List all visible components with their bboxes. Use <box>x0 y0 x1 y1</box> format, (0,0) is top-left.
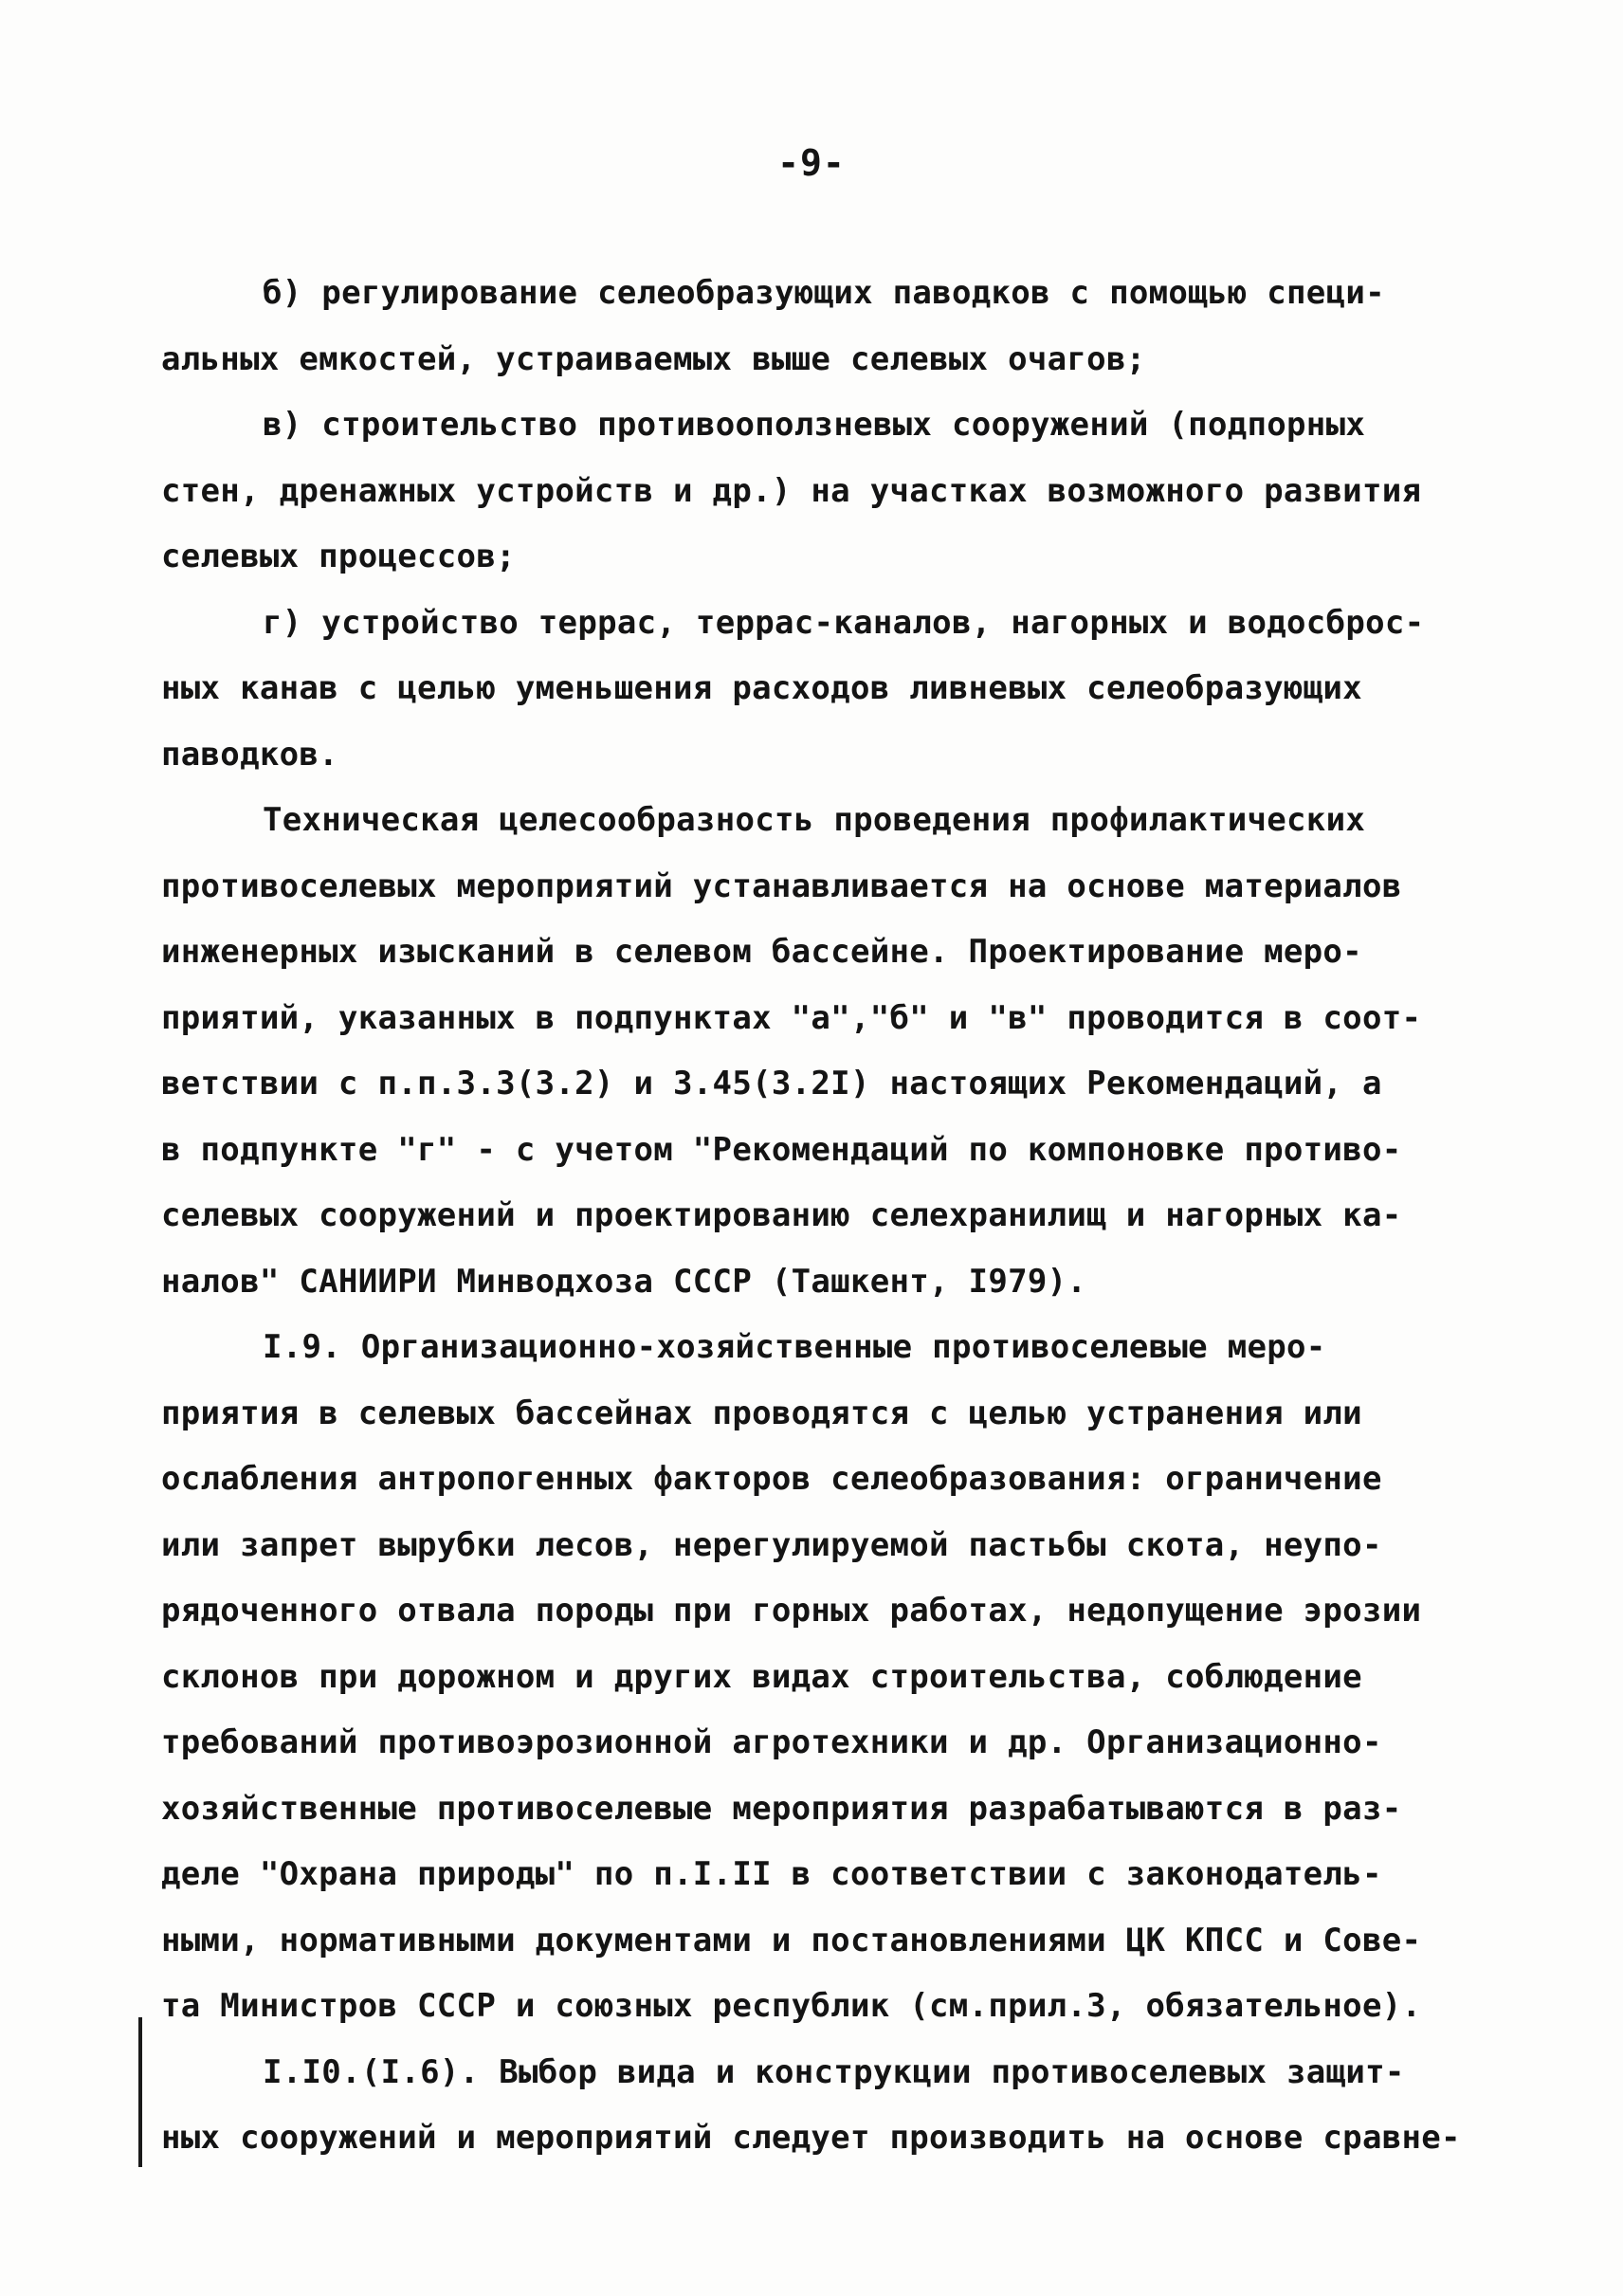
text-line: в подпункте "г" - с учетом "Рекомендаций по компоновке противо- <box>161 1130 1402 1169</box>
text-line: альных емкостей, устраиваемых выше селевых очагов; <box>161 339 1146 378</box>
revision-bar <box>138 2017 142 2167</box>
text-line: требований противоэрозионной агротехники и др. Организационно- <box>161 1723 1382 1761</box>
text-line: в) строительство противооползневых сооружений (подпорных <box>263 406 1366 444</box>
text-line: рядоченного отвала породы при горных работах, недопущение эрозии <box>161 1592 1422 1630</box>
text-line: хозяйственные противоселевые мероприятия разрабатываются в раз- <box>161 1789 1402 1828</box>
text-line: деле "Охрана природы" по п.I.II в соответствии с законодатель- <box>161 1855 1382 1893</box>
text-line: ных канав с целью уменьшения расходов ливневых селеобразующих <box>161 669 1362 707</box>
text-line: ветствии с п.п.3.3(3.2) и 3.45(3.2I) настоящих Рекомендаций, а <box>161 1065 1382 1102</box>
text-line: налов" САНИИРИ Минводхоза СССР (Ташкент, I979). <box>161 1262 1087 1301</box>
text-line: селевых сооружений и проектированию селехранилищ и нагорных ка- <box>161 1196 1402 1234</box>
text-line: приятия в селевых бассейнах проводятся с целью устранения или <box>161 1394 1362 1432</box>
text-line: I.9. Организационно-хозяйственные противоселевые меро- <box>263 1328 1326 1366</box>
text-line: ными, нормативными документами и постановлениями ЦК КПСС и Сове- <box>161 1921 1422 1959</box>
text-line: склонов при дорожном и других видах строительства, соблюдение <box>161 1657 1362 1696</box>
text-line: селевых процессов; <box>161 538 516 575</box>
page-number: -9- <box>777 142 846 184</box>
text-line: ных сооружений и мероприятий следует производить на основе сравне- <box>161 2119 1461 2157</box>
text-line: Техническая целесообразность проведения профилактических <box>263 801 1366 839</box>
text-line: или запрет вырубки лесов, нерегулируемой пастьбы скота, неупо- <box>161 1525 1382 1564</box>
text-line: б) регулирование селеобразующих паводков с помощью специ- <box>263 274 1385 312</box>
text-line: паводков. <box>161 735 338 774</box>
text-line: противоселевых мероприятий устанавливается на основе материалов <box>161 866 1402 905</box>
text-line: I.I0.(I.6). Выбор вида и конструкции противоселевых защит- <box>263 2052 1405 2091</box>
text-line: та Министров СССР и союзных республик (см.прил.3, обязательное). <box>161 1987 1422 2025</box>
body-text <box>161 261 1461 2172</box>
text-line: стен, дренажных устройств и др.) на участках возможного развития <box>161 471 1422 510</box>
text-line: ослабления антропогенных факторов селеобразования: ограничение <box>161 1460 1382 1498</box>
text-line: инженерных изысканий в селевом бассейне. Проектирование меро- <box>161 933 1362 971</box>
text-line: приятий, указанных в подпунктах "а","б" и "в" проводится в соот- <box>161 998 1422 1037</box>
text-line: г) устройство террас, террас-каналов, нагорных и водосброс- <box>263 603 1425 642</box>
